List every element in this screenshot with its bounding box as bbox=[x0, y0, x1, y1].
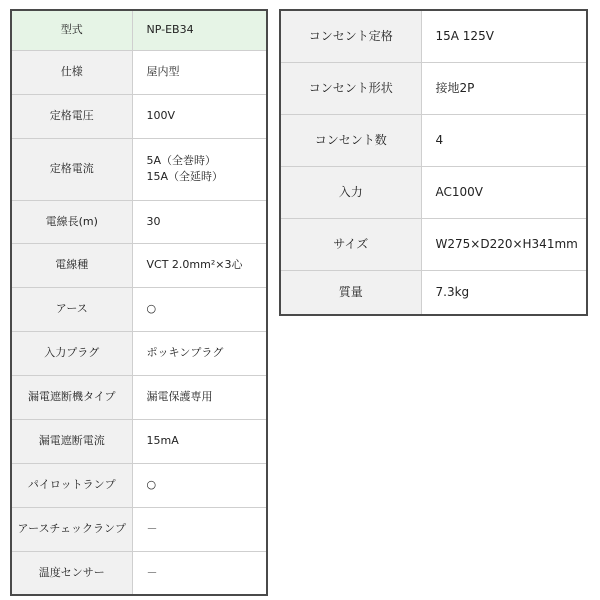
spec-table-right bbox=[279, 9, 588, 316]
row-value-pilot-lamp: ○ bbox=[132, 463, 267, 507]
row-value-input-plug: ポッキンプラグ bbox=[132, 331, 267, 375]
row-label-input: 入力 bbox=[280, 166, 421, 218]
table-row-outlet-rating bbox=[280, 10, 587, 62]
row-label-earth: アース bbox=[11, 287, 132, 331]
table-row-rated-voltage bbox=[11, 94, 267, 138]
row-label-rated-voltage: 定格電圧 bbox=[11, 94, 132, 138]
table-row-input bbox=[280, 166, 587, 218]
table-row-input-plug bbox=[11, 331, 267, 375]
row-value-rated-current bbox=[132, 138, 267, 200]
row-value-weight: 7.3kg bbox=[421, 270, 587, 315]
row-label-outlet-count: コンセント数 bbox=[280, 114, 421, 166]
row-value-outlet-shape: 接地2P bbox=[421, 62, 587, 114]
table-row-breaker-current bbox=[11, 419, 267, 463]
table-row-earth bbox=[11, 287, 267, 331]
row-label-model: 型式 bbox=[11, 10, 132, 50]
table-row-weight bbox=[280, 270, 587, 315]
row-value-rated-voltage: 100V bbox=[132, 94, 267, 138]
table-row-model bbox=[11, 10, 267, 50]
table-row-cord-length bbox=[11, 200, 267, 243]
table-row-rated-current bbox=[11, 138, 267, 200]
row-value-earth-check-lamp: － bbox=[132, 507, 267, 551]
row-value-spec: 屋内型 bbox=[132, 50, 267, 94]
row-label-earth-check-lamp: アースチェックランプ bbox=[11, 507, 132, 551]
row-value-outlet-rating: 15A 125V bbox=[421, 10, 587, 62]
table-row-earth-check-lamp bbox=[11, 507, 267, 551]
spec-table-left bbox=[10, 9, 268, 596]
row-value-breaker-current: 15mA bbox=[132, 419, 267, 463]
rated-current-line-1: 5A（全巻時） bbox=[146, 154, 217, 167]
row-label-outlet-shape: コンセント形状 bbox=[280, 62, 421, 114]
row-label-outlet-rating: コンセント定格 bbox=[280, 10, 421, 62]
row-label-input-plug: 入力プラグ bbox=[11, 331, 132, 375]
table-row-outlet-count bbox=[280, 114, 587, 166]
row-value-cord-length: 30 bbox=[132, 200, 267, 243]
row-value-model: NP-EB34 bbox=[132, 10, 267, 50]
row-label-breaker-current: 漏電遮断電流 bbox=[11, 419, 132, 463]
row-value-cord-type: VCT 2.0mm²×3心 bbox=[132, 243, 267, 287]
row-label-pilot-lamp: パイロットランプ bbox=[11, 463, 132, 507]
table-row-temp-sensor bbox=[11, 551, 267, 595]
row-label-breaker-type: 漏電遮断機タイプ bbox=[11, 375, 132, 419]
row-label-cord-length: 電線長(m) bbox=[11, 200, 132, 243]
row-label-cord-type: 電線種 bbox=[11, 243, 132, 287]
row-value-size: W275×D220×H341mm bbox=[421, 218, 587, 270]
table-row-cord-type bbox=[11, 243, 267, 287]
table-row-size bbox=[280, 218, 587, 270]
row-label-weight: 質量 bbox=[280, 270, 421, 315]
row-value-outlet-count: 4 bbox=[421, 114, 587, 166]
table-row-breaker-type bbox=[11, 375, 267, 419]
row-value-breaker-type: 漏電保護専用 bbox=[132, 375, 267, 419]
row-label-size: サイズ bbox=[280, 218, 421, 270]
row-label-temp-sensor: 温度センサー bbox=[11, 551, 132, 595]
rated-current-line-2: 15A（全延時） bbox=[146, 170, 224, 183]
row-value-input: AC100V bbox=[421, 166, 587, 218]
table-row-pilot-lamp bbox=[11, 463, 267, 507]
table-row-spec bbox=[11, 50, 267, 94]
row-value-temp-sensor: － bbox=[132, 551, 267, 595]
row-value-earth: ○ bbox=[132, 287, 267, 331]
row-label-rated-current: 定格電流 bbox=[11, 138, 132, 200]
table-row-outlet-shape bbox=[280, 62, 587, 114]
row-label-spec: 仕様 bbox=[11, 50, 132, 94]
